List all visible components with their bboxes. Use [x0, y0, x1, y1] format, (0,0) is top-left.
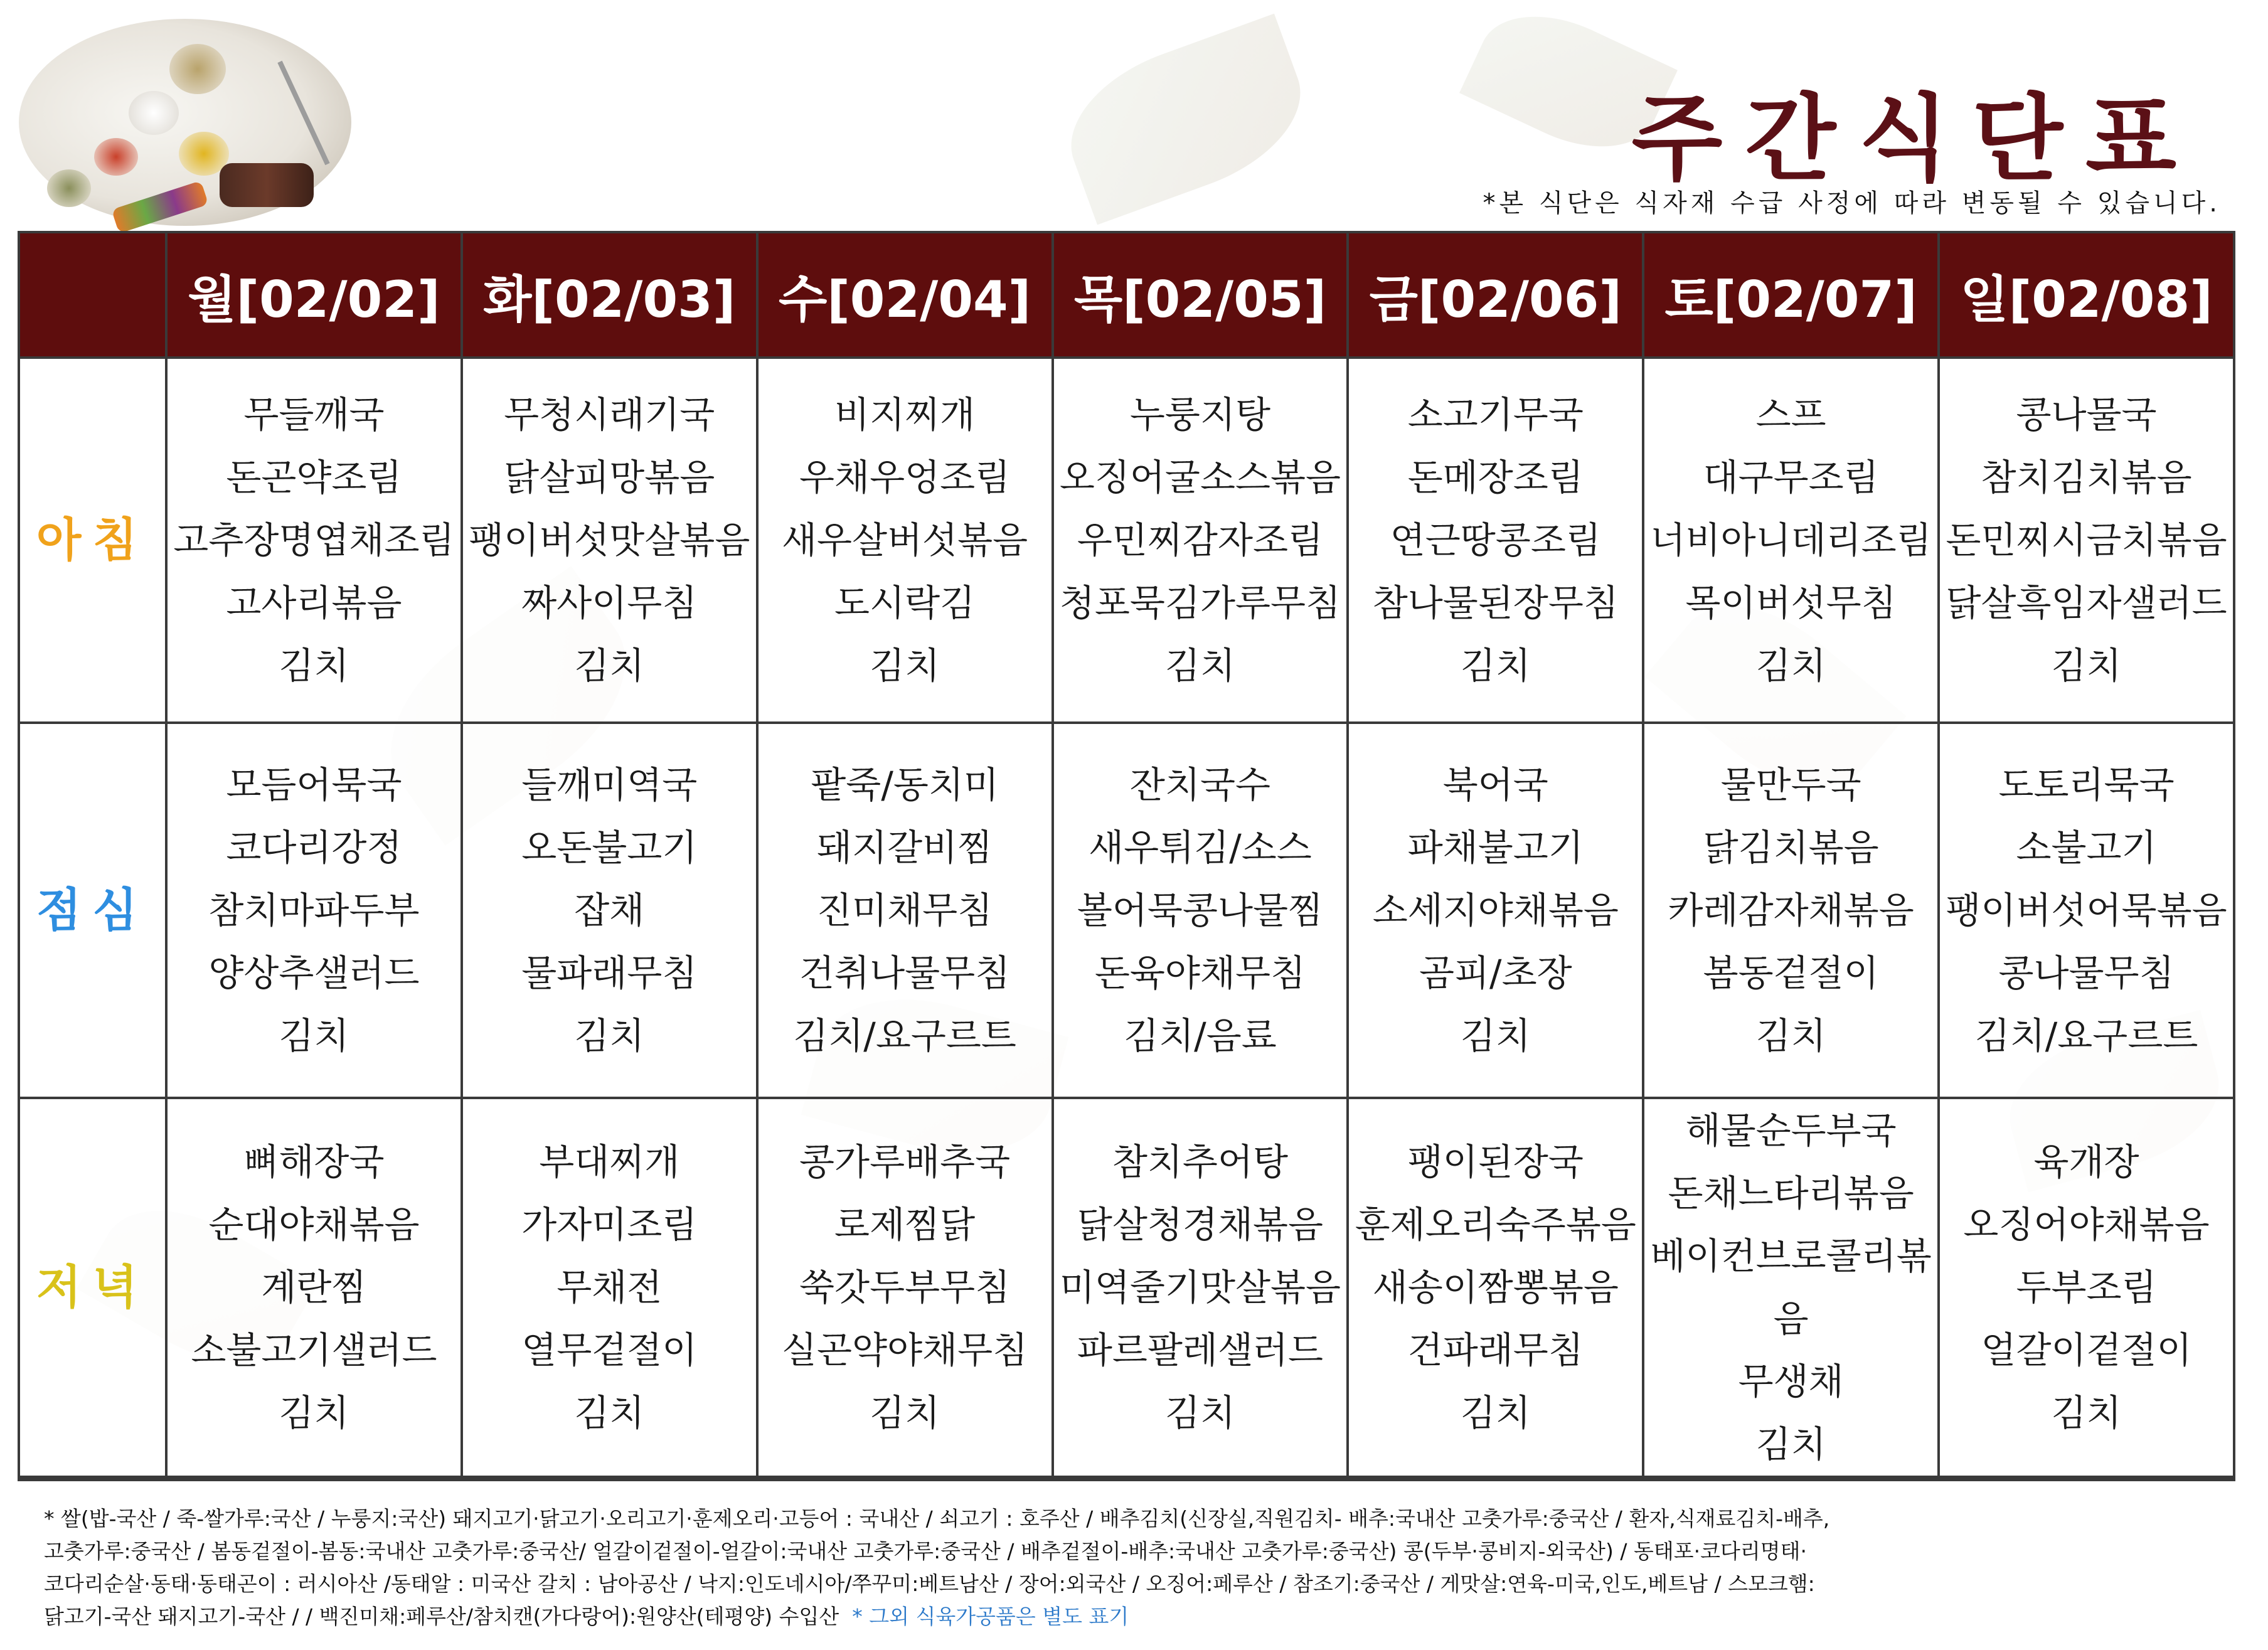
lunch-row	[19, 723, 2234, 1098]
menu-cell	[166, 723, 462, 1098]
menu-item: 돈채느타리볶음	[1668, 1172, 1914, 1215]
menu-cell	[1939, 358, 2234, 723]
menu-item: 잔치국수	[1129, 764, 1271, 806]
kimchi-dish-icon	[94, 138, 138, 176]
menu-item: 닭살피망볶음	[504, 456, 715, 499]
menu-item: 무채전	[556, 1266, 663, 1309]
menu-item: 콩가루배추국	[799, 1141, 1011, 1183]
menu-item: 김치	[1164, 644, 1235, 687]
menu-item: 새송이짬뽕볶음	[1372, 1266, 1619, 1309]
menu-item: 미역줄기맛살볶음	[1059, 1266, 1341, 1309]
menu-item: 김치	[279, 644, 349, 687]
menu-item: 해물순두부국	[1685, 1109, 1897, 1152]
menu-item: 순대야채볶음	[208, 1203, 420, 1246]
menu-item: 소고기무국	[1407, 393, 1584, 436]
menu-item: 진미채무침	[817, 889, 993, 932]
breakfast-label: 아침	[19, 358, 166, 723]
menu-item: 새우튀김/소스	[1089, 826, 1312, 869]
menu-cell	[757, 723, 1053, 1098]
menu-item: 닭살흑임자샐러드	[1946, 582, 2227, 624]
menu-item: 도시락김	[834, 582, 976, 624]
lunch-label: 점심	[19, 723, 166, 1098]
footnote-line: 코다리순살·동태·동태곤이 : 러시아산 /동태알 : 미국산 갈치 : 남아공산 / 낙지:인도네시아/쭈꾸미:베트남산 / 장어:외국산 / 오징어:페루산 / 참조기:중국산 / 게맛살:연육-미국,인도,베트남 / 스모크햄:	[44, 1572, 1815, 1596]
menu-item: 모듬어묵국	[226, 764, 402, 806]
menu-item: 소불고기샐러드	[191, 1329, 437, 1371]
menu-item: 계란찜	[261, 1266, 367, 1309]
menu-item: 물만두국	[1720, 764, 1861, 806]
footnote-line: 고춧가루:중국산 / 봄동겉절이-봄동:국내산 고춧가루:중국산/ 얼갈이겉절이-얼갈이:국내산 고춧가루:중국산 / 배추겉절이-배추:국내산 고춧가루:중국산) 콩(두부·콩비지-외국산) / 동태포·코다리명태·	[44, 1539, 1807, 1563]
menu-item: 볼어묵콩나물찜	[1077, 889, 1324, 932]
menu-item: 부대찌개	[539, 1141, 680, 1183]
menu-item: 건취나물무침	[799, 952, 1011, 994]
menu-item: 무들깨국	[243, 393, 385, 436]
menu-cell	[166, 358, 462, 723]
menu-item: 콩나물국	[2016, 393, 2157, 436]
menu-item: 스프	[1755, 393, 1826, 436]
menu-item: 육개장	[2033, 1141, 2139, 1183]
dinner-label: 저녁	[19, 1098, 166, 1477]
menu-item: 얼갈이겉절이	[1981, 1329, 2192, 1371]
menu-item: 청포묵김가루무침	[1059, 582, 1341, 624]
menu-item: 들깨미역국	[521, 764, 698, 806]
menu-item: 김치	[1460, 644, 1531, 687]
menu-item: 돈민찌시금치볶음	[1946, 519, 2227, 562]
menu-item: 팽이버섯어묵볶음	[1946, 889, 2227, 932]
menu-cell	[1348, 1098, 1643, 1477]
day-header: 일[02/08]	[1939, 232, 2234, 358]
footnote-extra-note: * 그외 식육가공품은 별도 표기	[852, 1604, 1129, 1629]
menu-item: 김치/요구르트	[793, 1014, 1016, 1057]
dinner-row	[19, 1098, 2234, 1477]
menu-item: 김치	[574, 1392, 645, 1434]
menu-item: 김치	[2051, 1392, 2122, 1434]
menu-item: 쑥갓두부무침	[799, 1266, 1011, 1309]
menu-cell	[1053, 1098, 1348, 1477]
menu-item: 김치	[279, 1392, 349, 1434]
menu-item: 우민찌감자조림	[1077, 519, 1324, 562]
side-dish-icon	[47, 169, 91, 207]
menu-item: 김치	[1755, 1423, 1826, 1466]
menu-item: 김치	[574, 644, 645, 687]
menu-item: 김치	[1755, 1014, 1826, 1057]
menu-item: 팽이버섯맛살볶음	[469, 519, 750, 562]
menu-item: 무생채	[1738, 1360, 1844, 1403]
menu-item: 파르팔레샐러드	[1077, 1329, 1324, 1371]
menu-cell	[1348, 358, 1643, 723]
weekly-menu-table	[18, 231, 2235, 1478]
menu-cell	[757, 1098, 1053, 1477]
menu-item: 김치	[279, 1014, 349, 1057]
menu-item: 도토리묵국	[1998, 764, 2175, 806]
menu-item: 우채우엉조림	[799, 456, 1011, 499]
corner-cell	[19, 232, 166, 358]
footnote-line	[44, 1600, 2227, 1633]
menu-item: 훈제오리숙주볶음	[1355, 1203, 1636, 1246]
menu-cell	[757, 358, 1053, 723]
menu-item: 김치	[574, 1014, 645, 1057]
menu-item: 무청시래기국	[504, 393, 715, 436]
menu-item: 김치	[870, 644, 940, 687]
menu-cell	[1939, 723, 2234, 1098]
menu-item: 김치	[1164, 1392, 1235, 1434]
menu-item: 오징어야채볶음	[1963, 1203, 2210, 1246]
day-header: 월[02/02]	[166, 232, 462, 358]
menu-item: 봄동겉절이	[1703, 952, 1879, 994]
menu-item: 잡채	[574, 889, 645, 932]
menu-cell	[462, 723, 757, 1098]
day-header: 화[02/03]	[462, 232, 757, 358]
menu-item: 뼈해장국	[243, 1141, 385, 1183]
menu-cell	[1348, 723, 1643, 1098]
rice-bowl-icon	[129, 91, 179, 135]
day-header: 수[02/04]	[757, 232, 1053, 358]
menu-item: 소불고기	[2016, 826, 2157, 869]
menu-item: 열무겉절이	[521, 1329, 698, 1371]
menu-item: 곰피/초장	[1419, 952, 1572, 994]
day-header: 금[02/06]	[1348, 232, 1643, 358]
menu-item: 실곤약야채무침	[782, 1329, 1028, 1371]
menu-item: 카레감자채볶음	[1668, 889, 1914, 932]
menu-item: 가자미조림	[521, 1203, 698, 1246]
menu-item: 너비아니데리조림	[1650, 519, 1932, 562]
menu-item: 참치김치볶음	[1981, 456, 2192, 499]
menu-item: 오징어굴소스볶음	[1059, 456, 1341, 499]
menu-item: 오돈불고기	[521, 826, 698, 869]
menu-item: 짜사이무침	[521, 582, 698, 624]
menu-item: 북어국	[1442, 764, 1548, 806]
notice-text: *본 식단은 식자재 수급 사정에 따라 변동될 수 있습니다.	[1483, 189, 2221, 218]
menu-item: 콩나물무침	[1998, 952, 2175, 994]
menu-cell	[1053, 358, 1348, 723]
day-header: 토[02/07]	[1643, 232, 1939, 358]
menu-cell	[1053, 723, 1348, 1098]
breakfast-row	[19, 358, 2234, 723]
menu-item: 새우살버섯볶음	[782, 519, 1028, 562]
food-photo	[19, 19, 351, 226]
menu-item: 베이컨브로콜리볶음	[1650, 1235, 1932, 1340]
menu-item: 닭김치볶음	[1703, 826, 1879, 869]
menu-item: 목이버섯무침	[1685, 582, 1897, 624]
chopsticks-icon	[277, 61, 329, 166]
menu-item: 닭살청경채볶음	[1077, 1203, 1324, 1246]
menu-item: 고추장명엽채조림	[173, 519, 455, 562]
menu-item: 파채불고기	[1407, 826, 1584, 869]
menu-item: 참치추어탕	[1112, 1141, 1289, 1183]
divider	[18, 1477, 2235, 1481]
menu-item: 김치/요구르트	[1974, 1014, 2198, 1057]
menu-item: 팥죽/동치미	[811, 764, 999, 806]
menu-item: 누룽지탕	[1129, 393, 1271, 436]
menu-item: 김치	[1755, 644, 1826, 687]
menu-item: 코다리강정	[226, 826, 402, 869]
menu-item: 대구무조림	[1703, 456, 1879, 499]
menu-item: 김치	[1460, 1392, 1531, 1434]
soup-bowl-icon	[169, 44, 226, 94]
menu-item: 참나물된장무침	[1372, 582, 1619, 624]
footnote-line: * 쌀(밥-국산 / 죽-쌀가루:국산 / 누룽지:국산) 돼지고기·닭고기·오리고기·훈제오리·고등어 : 국내산 / 쇠고기 : 호주산 / 배추김치(신장실,직원김치- 배추:국내산 고춧가루:중국산 / 환자,식재료김치-배추,	[44, 1506, 1830, 1531]
page-title: 주간식단표	[1631, 85, 2199, 194]
menu-item: 돈육야채무침	[1094, 952, 1306, 994]
menu-item: 양상추샐러드	[208, 952, 420, 994]
menu-cell	[462, 358, 757, 723]
menu-cell	[1643, 358, 1939, 723]
grilled-meat-icon	[220, 163, 314, 207]
menu-item: 김치	[2051, 644, 2122, 687]
footnote-line-text: 닭고기-국산 돼지고기-국산 / / 백진미채:페루산/참치캔(가다랑어):원양산(테평양) 수입산	[44, 1604, 839, 1629]
menu-item: 김치	[870, 1392, 940, 1434]
menu-item: 팽이된장국	[1407, 1141, 1584, 1183]
menu-item: 건파래무침	[1407, 1329, 1584, 1371]
menu-item: 소세지야채볶음	[1372, 889, 1619, 932]
menu-cell	[1643, 723, 1939, 1098]
day-header-row	[19, 232, 2234, 358]
background-leaf	[1050, 14, 1321, 225]
menu-item: 연근땅콩조림	[1390, 519, 1601, 562]
menu-cell	[1939, 1098, 2234, 1477]
menu-item: 돈메장조림	[1407, 456, 1584, 499]
menu-item: 비지찌개	[834, 393, 976, 436]
menu-item: 두부조림	[2016, 1266, 2157, 1309]
menu-cell	[1643, 1098, 1939, 1477]
menu-item: 돼지갈비찜	[817, 826, 993, 869]
day-header: 목[02/05]	[1053, 232, 1348, 358]
menu-item: 돈곤약조림	[226, 456, 402, 499]
menu-item: 고사리볶음	[226, 582, 402, 624]
menu-item: 참치마파두부	[208, 889, 420, 932]
menu-item: 물파래무침	[521, 952, 698, 994]
menu-item: 김치/음료	[1124, 1014, 1277, 1057]
vegetable-sticks-icon	[111, 181, 208, 233]
origin-footnote	[44, 1503, 2227, 1633]
menu-cell	[166, 1098, 462, 1477]
menu-item: 김치	[1460, 1014, 1531, 1057]
menu-cell	[462, 1098, 757, 1477]
menu-item: 로제찜닭	[834, 1203, 976, 1246]
